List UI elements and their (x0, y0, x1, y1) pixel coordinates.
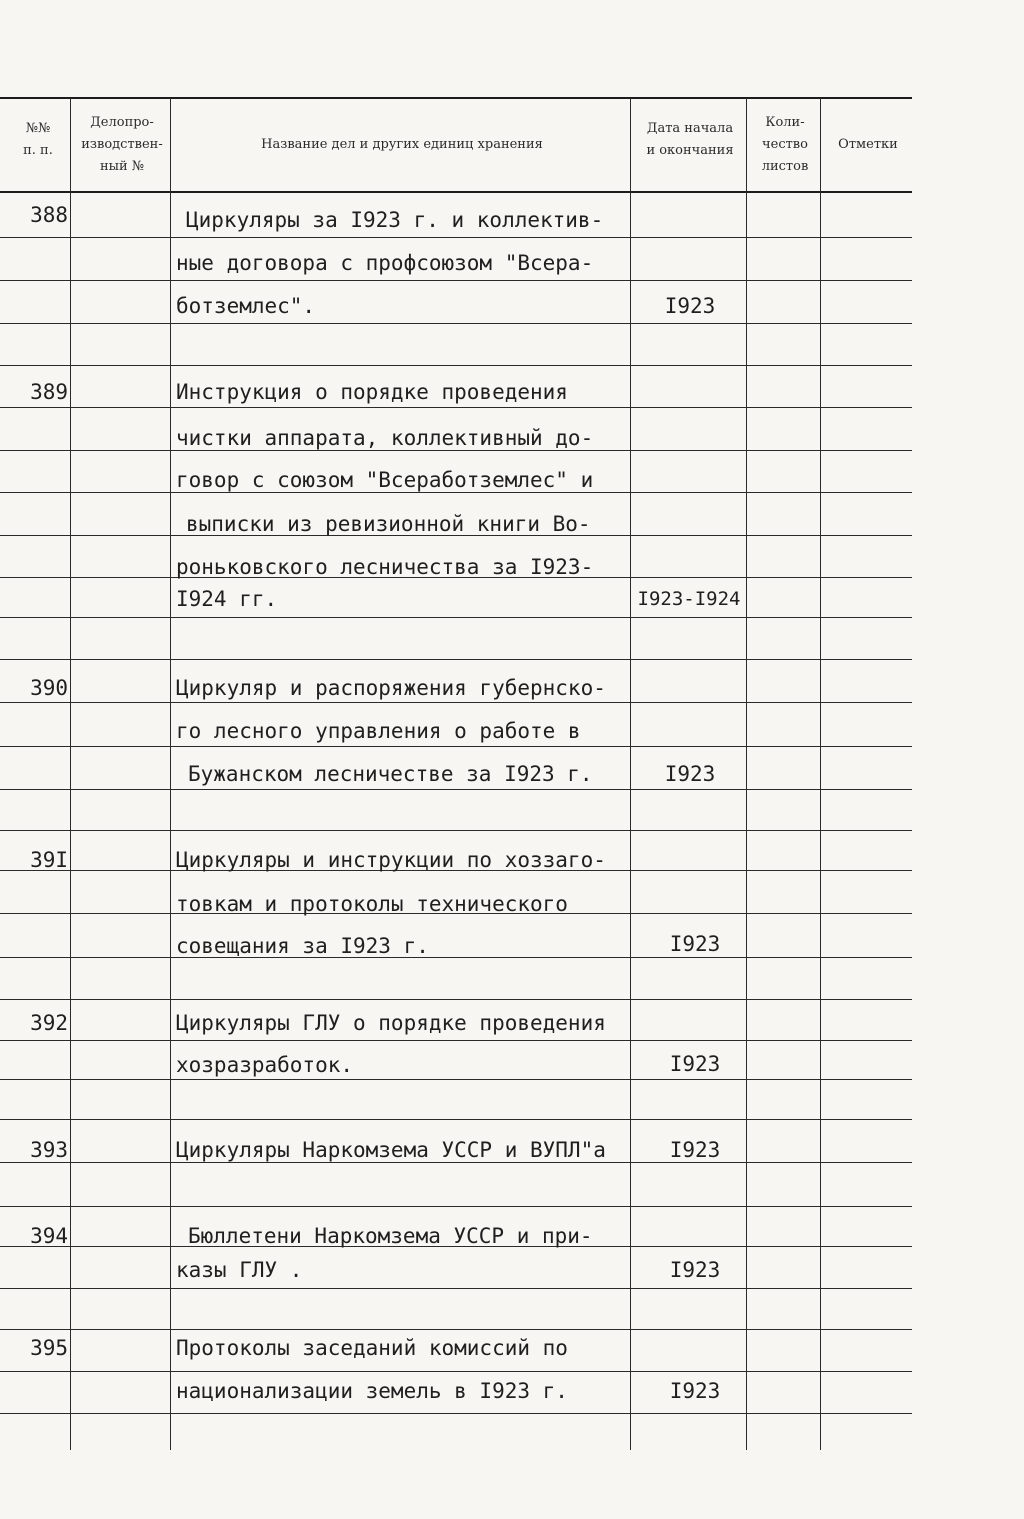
column-rule-4 (746, 98, 747, 1450)
ruled-line (0, 617, 912, 618)
entry-number: 39I (30, 848, 68, 872)
header-col-file-line1: Делопро- (90, 115, 154, 130)
entry-number: 392 (30, 1011, 68, 1035)
header-col-title: Название дел и других единиц хранения (261, 137, 543, 152)
ruled-line (0, 1040, 912, 1041)
entry-date: I923 (669, 1258, 721, 1282)
entry-title-line: Протоколы заседаний комиссий по (176, 1336, 568, 1360)
header-col-number-line2: п. п. (23, 143, 53, 158)
header-top-rule (0, 97, 912, 99)
entry-number: 394 (30, 1224, 68, 1248)
header-col-dates (634, 118, 746, 162)
ruled-line (0, 702, 912, 703)
column-rule-5 (820, 98, 821, 1450)
ruled-line (0, 365, 912, 366)
entry-title-line: национализации земель в I923 г. (176, 1379, 568, 1403)
entry-date: I923-I924 (637, 588, 741, 610)
ruled-line (0, 1329, 912, 1330)
entry-date: I923 (669, 932, 721, 956)
header-col-file-line3: ный № (99, 159, 145, 174)
entry-number: 395 (30, 1336, 68, 1360)
entry-title-line: ботземлес". (176, 294, 316, 318)
entry-number: 388 (30, 203, 68, 227)
ruled-line (0, 789, 912, 790)
header-col-notes: Отметки (838, 137, 898, 152)
entry-title-line: роньковского лесничества за I923- (176, 555, 594, 579)
ruled-line (0, 1413, 912, 1414)
header-col-file-number (74, 112, 170, 178)
entry-number: 393 (30, 1138, 68, 1162)
header-col-sheets (750, 112, 820, 178)
entry-title-line: го лесного управления о работе в (176, 719, 581, 743)
ruled-line (0, 237, 912, 238)
ruled-line (0, 280, 912, 281)
ruled-line (0, 659, 912, 660)
column-rule-1 (70, 98, 71, 1450)
ruled-line (0, 323, 912, 324)
entry-title-line: чистки аппарата, коллективный до- (176, 426, 594, 450)
header-bottom-rule (0, 191, 912, 193)
entry-title-line: Циркуляры Наркомзема УССР и ВУПЛ"а (176, 1138, 606, 1162)
ruled-line (0, 1371, 912, 1372)
header-col-sheets-line3: листов (761, 159, 809, 174)
entry-title-line: Бюллетени Наркомзема УССР и при- (188, 1224, 593, 1248)
ruled-line (0, 830, 912, 831)
header-col-number-line1: №№ (25, 121, 51, 136)
ruled-line (0, 450, 912, 451)
entry-title-line: товкам и протоколы технического (176, 892, 568, 916)
entry-title-line: хозразработок. (176, 1053, 354, 1077)
ruled-line (0, 957, 912, 958)
entry-number: 389 (30, 380, 68, 404)
entry-title-line: Циркуляры и инструкции по хоззаго- (176, 848, 606, 872)
entry-title-line: Бужанском лесничестве за I923 г. (188, 762, 593, 786)
entry-title-line: Инструкция о порядке проведения (176, 380, 568, 404)
entry-title-line: совещания за I923 г. (176, 934, 429, 958)
header-col-number (10, 118, 66, 162)
entry-title-line: Циркуляры ГЛУ о порядке проведения (176, 1011, 606, 1035)
entry-title-line: казы ГЛУ . (176, 1258, 303, 1282)
ruled-line (0, 1079, 912, 1080)
entry-title-line: Циркуляры за I923 г. и коллектив- (186, 208, 604, 232)
ruled-line (0, 1288, 912, 1289)
entry-date: I923 (664, 762, 716, 786)
ruled-line (0, 1162, 912, 1163)
header-col-dates-line1: Дата начала (646, 121, 734, 136)
header-col-sheets-line1: Коли- (765, 115, 805, 130)
entry-number: 390 (30, 676, 68, 700)
entry-date: I923 (669, 1379, 721, 1403)
ruled-line (0, 1119, 912, 1120)
ruled-line (0, 746, 912, 747)
ruled-line (0, 1206, 912, 1207)
entry-title-line: I924 гг. (176, 587, 278, 611)
ruled-line (0, 407, 912, 408)
entry-date: I923 (669, 1052, 721, 1076)
column-rule-2 (170, 98, 171, 1450)
entry-date: I923 (664, 294, 716, 318)
header-col-dates-line2: и окончания (646, 143, 734, 158)
entry-title-line: Циркуляр и распоряжения губернско- (176, 676, 606, 700)
column-rule-3 (630, 98, 631, 1450)
entry-title-line: выписки из ревизионной книги Во- (186, 512, 591, 536)
header-col-sheets-line2: чество (762, 137, 808, 152)
ruled-line (0, 999, 912, 1000)
header-col-file-line2: изводствен- (81, 137, 163, 152)
entry-title-line: говор с союзом "Всеработземлес" и (176, 468, 594, 492)
entry-date: I923 (669, 1138, 721, 1162)
entry-title-line: ные договора с профсоюзом "Всера- (176, 251, 594, 275)
ruled-line (0, 492, 912, 493)
